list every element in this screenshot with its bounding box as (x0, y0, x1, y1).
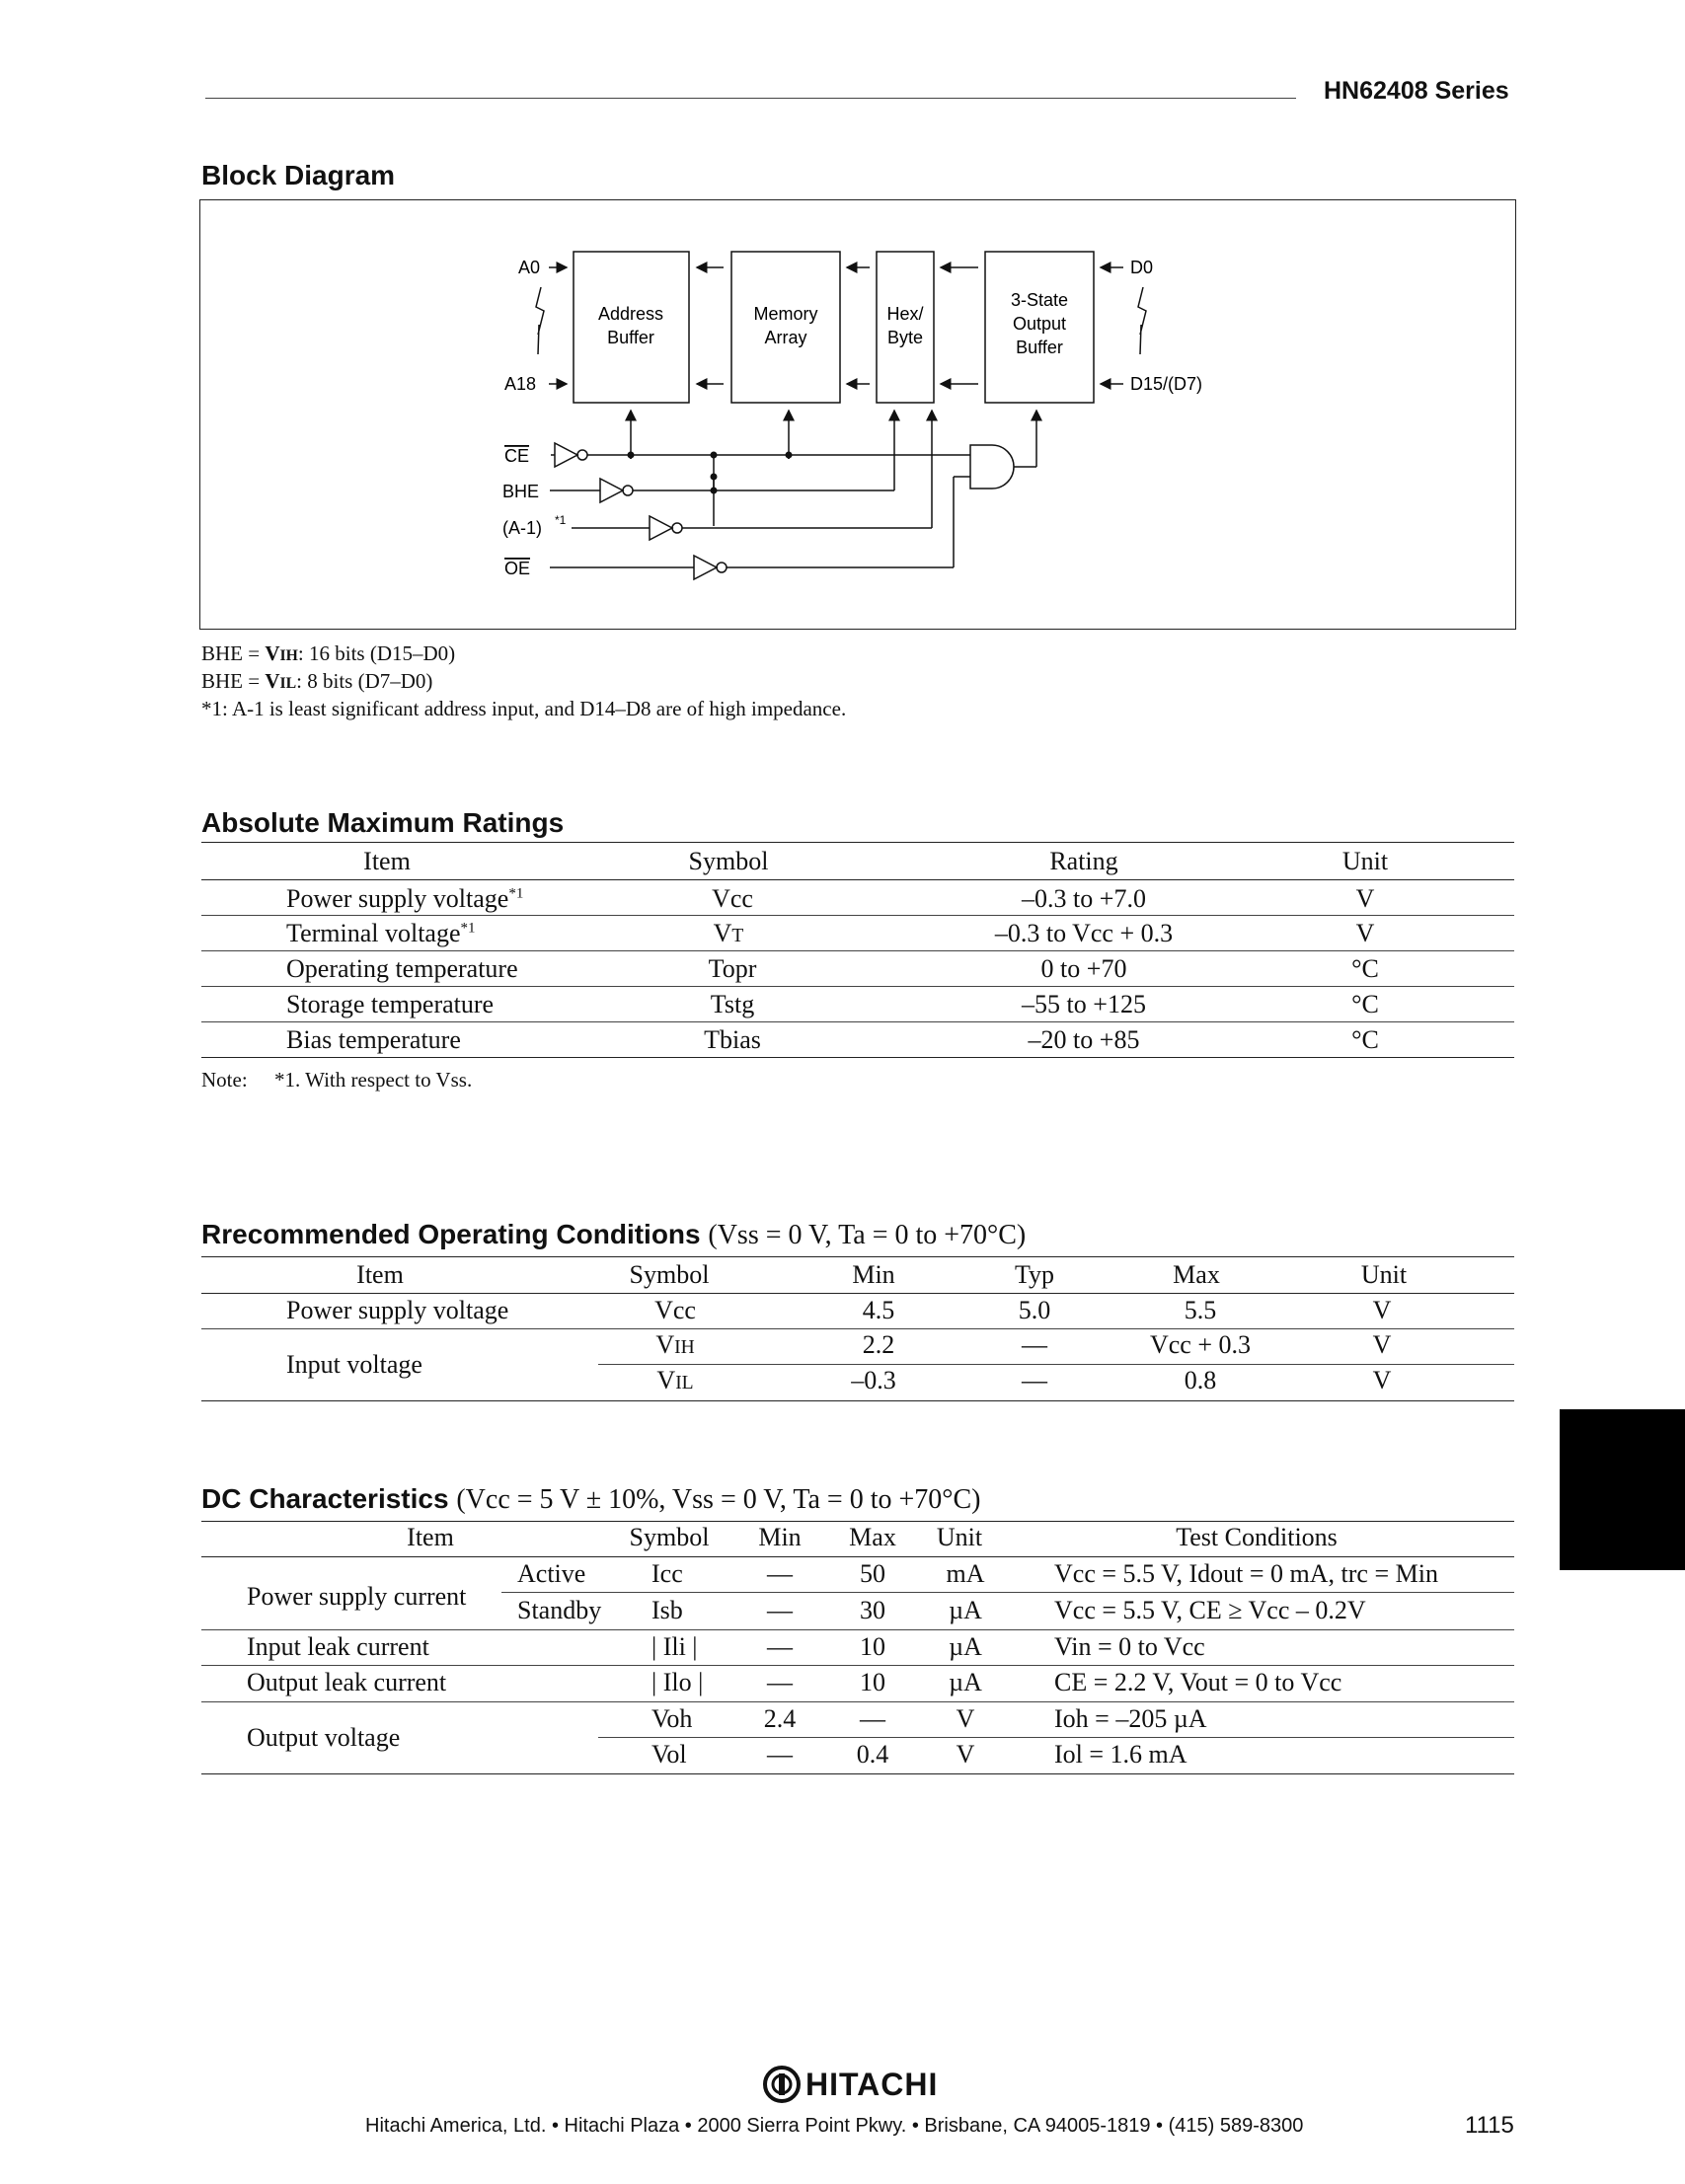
rec-op-rule-1 (201, 1328, 1514, 1329)
abs-max-row-3-unit: °C (1351, 954, 1379, 983)
abs-max-row-2-unit: V (1355, 919, 1375, 947)
rec-op-row-1-item: Power supply voltage (286, 1296, 509, 1324)
abs-max-title: Absolute Maximum Ratings (201, 807, 565, 838)
rec-op-row-1-max: 5.5 (1184, 1296, 1217, 1324)
dc-row-4-unit: µA (949, 1668, 982, 1696)
pin-bhe: BHE (502, 482, 540, 501)
footnote-1: *1: A-1 is least significant address input, and D14–D8 are of high impedance. (201, 697, 847, 720)
block-diagram-title: Block Diagram (201, 160, 396, 190)
rec-op-rule-top (201, 1256, 1514, 1257)
dc-row-3-min: — (767, 1632, 793, 1661)
abs-max-row-5-rating: –20 to +85 (1028, 1025, 1140, 1054)
abs-max-row-2-item: Terminal voltage$^{*1}$ (286, 919, 476, 947)
rec-op-header-min: Min (852, 1260, 895, 1289)
dc-header-symbol: Symbol (629, 1523, 710, 1551)
rec-op-row-2-item: Input voltage (286, 1350, 422, 1379)
bhe-note-2: BHE = VIL: 8 bits (D7–D0) (201, 669, 433, 693)
footer-address: Hitachi America, Ltd. • Hitachi Plaza • 2000 Sierra Point Pkwy. • Brisbane, CA 94005-1819 • (415) 589-8300 (365, 2115, 1304, 2137)
bhe-note-1: BHE = VIH: 16 bits (D15–D0) (201, 641, 456, 665)
dc-row-1-conditions: Vcc = 5.5 V, Idout = 0 mA, trc = Min (1054, 1559, 1438, 1588)
abs-max-rule-header (201, 879, 1514, 880)
rec-op-rule-header (201, 1293, 1514, 1294)
dc-row-2-max: 30 (860, 1596, 885, 1624)
abs-max-note-label: Note: (201, 1068, 248, 1092)
abs-max-row-2-rating: –0.3 to Vcc + 0.3 (994, 919, 1174, 947)
dc-row-6-symbol: Vol (651, 1740, 687, 1769)
dc-row-6-unit: V (956, 1740, 975, 1769)
abs-max-row-3-symbol: Topr (708, 954, 757, 983)
dc-header-min: Min (758, 1523, 802, 1551)
abs-max-row-4-unit: °C (1351, 990, 1379, 1018)
block-4-line1: 3-State (1010, 290, 1069, 310)
dc-row-5-symbol: Voh (651, 1704, 693, 1733)
abs-max-row-2-symbol: VT (713, 919, 744, 947)
abs-max-row-1-unit: V (1355, 884, 1375, 913)
rec-op-row-1-unit: V (1372, 1296, 1392, 1324)
abs-max-row-1-rating: –0.3 to +7.0 (1022, 884, 1146, 913)
dc-rule-top (201, 1521, 1514, 1522)
hitachi-logo-icon (762, 2065, 802, 2104)
pin-a18: A18 (504, 374, 537, 394)
rec-op-row-2-typ: — (1022, 1330, 1047, 1359)
abs-max-header-item: Item (363, 847, 411, 875)
series-title: HN62408 Series (1318, 77, 1509, 106)
dc-row-4-min: — (767, 1668, 793, 1696)
block-diagram-svg (200, 200, 1515, 629)
dc-row-6-max: 0.4 (856, 1740, 889, 1769)
abs-max-row-4-symbol: Tstg (710, 990, 755, 1018)
block-4-line3: Buffer (1016, 338, 1063, 357)
page-number: 1115 (1465, 2112, 1514, 2139)
abs-max-rule-2 (201, 950, 1514, 951)
rec-op-header-unit: Unit (1360, 1260, 1408, 1289)
abs-max-header-symbol: Symbol (688, 847, 769, 875)
rec-op-row-2-unit: V (1372, 1330, 1392, 1359)
block-1-line1: Address (597, 304, 664, 324)
dc-row-1-symbol: Icc (651, 1559, 683, 1588)
dc-row-1-item: Power supply current (247, 1582, 467, 1611)
dc-row-1-mode: Active (517, 1559, 586, 1588)
rec-op-row-2-min: 2.2 (862, 1330, 895, 1359)
block-diagram-frame (199, 199, 1516, 630)
abs-max-rule-1 (201, 915, 1514, 916)
dc-row-2-mode: Standby (517, 1596, 602, 1624)
rec-op-row-3-unit: V (1372, 1366, 1392, 1394)
dc-rule-3 (201, 1665, 1514, 1666)
dc-rule-4 (201, 1701, 1514, 1702)
rec-op-row-3-typ: — (1022, 1366, 1047, 1394)
rec-op-row-3-symbol: VIL (656, 1366, 694, 1394)
abs-max-rule-3 (201, 986, 1514, 987)
abs-max-header-unit: Unit (1341, 847, 1389, 875)
section-side-tab (1560, 1409, 1685, 1570)
dc-row-4-item: Output leak current (247, 1668, 447, 1696)
dc-row-1-min: — (767, 1559, 793, 1588)
rec-op-row-1-min: 4.5 (862, 1296, 895, 1324)
block-3-line1: Hex/ (886, 304, 924, 324)
dc-row-4-conditions: CE = 2.2 V, Vout = 0 to Vcc (1054, 1668, 1342, 1696)
dc-row-5-max: — (860, 1704, 885, 1733)
abs-max-row-1-symbol: Vcc (712, 884, 753, 913)
dc-row-5-conditions: Ioh = –205 µA (1054, 1704, 1207, 1733)
dc-rule-5 (598, 1737, 1514, 1738)
rec-op-row-3-max: 0.8 (1184, 1366, 1217, 1394)
rec-op-row-3-min: –0.3 (851, 1366, 896, 1394)
dc-header-unit: Unit (936, 1523, 983, 1551)
abs-max-rule-4 (201, 1021, 1514, 1022)
block-3-line2: Byte (886, 328, 924, 347)
abs-max-note-text: *1. With respect to Vss. (274, 1068, 473, 1092)
dc-row-3-symbol: | Ili | (651, 1632, 698, 1661)
dc-row-3-max: 10 (860, 1632, 885, 1661)
dc-rule-2 (201, 1629, 1514, 1630)
dc-row-2-symbol: Isb (651, 1596, 683, 1624)
pin-ce: CE (504, 446, 530, 466)
dc-rule-bottom (201, 1773, 1514, 1774)
header-rule (205, 98, 1296, 99)
abs-max-row-4-item: Storage temperature (286, 990, 495, 1018)
pin-oe: OE (504, 559, 531, 578)
abs-max-row-1-item: Power supply voltage$^{*1}$ (286, 884, 524, 913)
dc-header-item: Item (407, 1523, 454, 1551)
dc-conditions: (Vcc = 5 V ± 10%, Vss = 0 V, Ta = 0 to +70°C) (456, 1484, 981, 1515)
rec-op-rule-bottom (201, 1400, 1514, 1401)
dc-title: DC Characteristics (Vcc = 5 V ± 10%, Vss = 0 V, Ta = 0 to +70°C) (201, 1483, 981, 1515)
rec-op-header-max: Max (1173, 1260, 1220, 1289)
dc-header-test-conditions: Test Conditions (1176, 1523, 1338, 1551)
rec-op-row-1-typ: 5.0 (1018, 1296, 1051, 1324)
rec-op-row-1-symbol: Vcc (654, 1296, 696, 1324)
dc-row-4-max: 10 (860, 1668, 885, 1696)
abs-max-header-rating: Rating (1049, 847, 1118, 875)
rec-op-row-2-max: Vcc + 0.3 (1149, 1330, 1252, 1359)
block-2-line1: Memory (753, 304, 818, 324)
dc-row-1-unit: mA (946, 1559, 985, 1588)
block-1-line2: Buffer (607, 328, 654, 347)
rec-op-header-item: Item (356, 1260, 404, 1289)
dc-row-2-conditions: Vcc = 5.5 V, CE ≥ Vcc – 0.2V (1054, 1596, 1366, 1624)
pin-a-minus1-note: *1 (555, 513, 567, 527)
dc-rule-header (201, 1556, 1514, 1557)
abs-max-row-3-rating: 0 to +70 (1040, 954, 1127, 983)
abs-max-row-5-unit: °C (1351, 1025, 1379, 1054)
abs-max-rule-bottom (201, 1057, 1514, 1058)
rec-op-header-typ: Typ (1014, 1260, 1055, 1289)
rec-op-conditions: (Vss = 0 V, Ta = 0 to +70°C) (708, 1220, 1027, 1250)
dc-row-4-symbol: | Ilo | (651, 1668, 704, 1696)
dc-rule-1 (501, 1592, 1514, 1593)
dc-row-2-min: — (767, 1596, 793, 1624)
abs-max-row-3-item: Operating temperature (286, 954, 518, 983)
abs-max-row-4-rating: –55 to +125 (1022, 990, 1146, 1018)
dc-row-3-conditions: Vin = 0 to Vcc (1054, 1632, 1205, 1661)
dc-row-5-item: Output voltage (247, 1723, 401, 1752)
rec-op-title: Rrecommended Operating Conditions (Vss = 0 V, Ta = 0 to +70°C) (201, 1219, 1027, 1250)
junction-dots (628, 452, 793, 494)
abs-max-row-5-item: Bias temperature (286, 1025, 461, 1054)
pin-d0: D0 (1130, 258, 1154, 277)
dc-row-2-unit: µA (949, 1596, 982, 1624)
rec-op-rule-2 (598, 1364, 1514, 1365)
pin-d15: D15/(D7) (1130, 374, 1203, 394)
dc-header-max: Max (849, 1523, 896, 1551)
dc-row-1-max: 50 (860, 1559, 885, 1588)
pin-a0: A0 (518, 258, 541, 277)
pin-a-minus1: (A-1) (502, 518, 542, 538)
hitachi-brand: HITACHI (805, 2067, 939, 2102)
rec-op-header-symbol: Symbol (629, 1260, 710, 1289)
dc-row-6-min: — (767, 1740, 793, 1769)
abs-max-row-5-symbol: Tbias (704, 1025, 761, 1054)
dc-row-3-item: Input leak current (247, 1632, 429, 1661)
dc-row-6-conditions: Iol = 1.6 mA (1054, 1740, 1187, 1769)
rec-op-row-2-symbol: VIH (655, 1330, 695, 1359)
dc-row-5-unit: V (956, 1704, 975, 1733)
dc-row-5-min: 2.4 (763, 1704, 797, 1733)
dc-row-3-unit: µA (949, 1632, 982, 1661)
block-4-line2: Output (1012, 314, 1067, 334)
abs-max-rule-top (201, 842, 1514, 843)
block-2-line2: Array (764, 328, 807, 347)
